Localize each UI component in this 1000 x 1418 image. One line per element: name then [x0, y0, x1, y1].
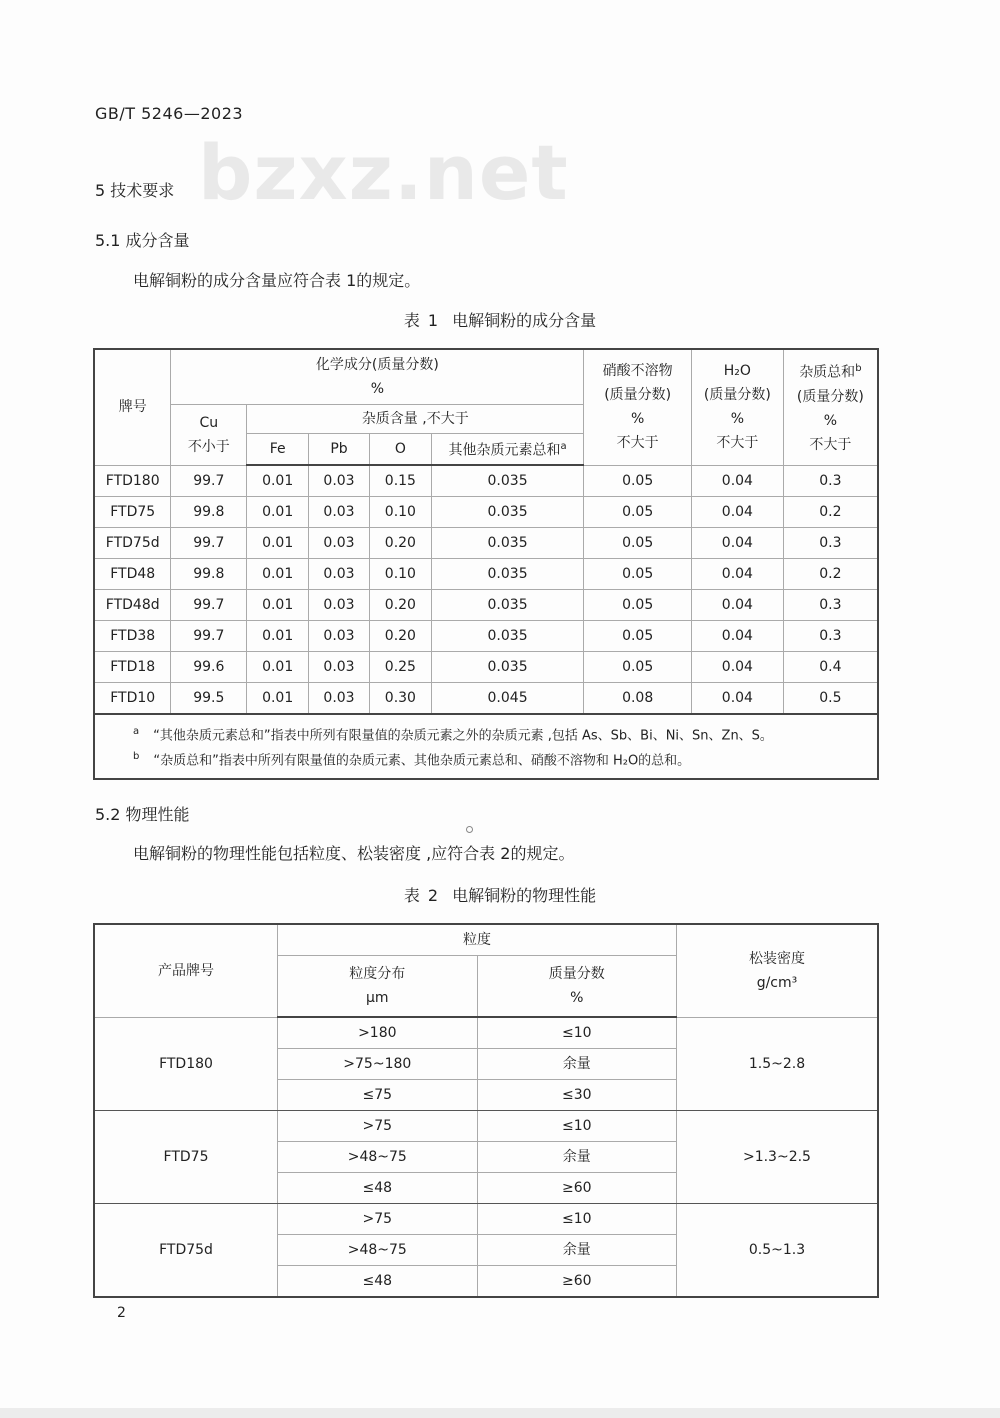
value-cell: 0.01 — [247, 465, 309, 497]
composition-table — [93, 348, 879, 780]
header-total — [783, 349, 878, 465]
grade-cell: FTD75 — [94, 497, 171, 528]
header-total-unit: % — [823, 413, 838, 430]
value-cell: 0.04 — [692, 528, 784, 559]
value-cell: 0.03 — [309, 465, 370, 497]
value-cell: 0.10 — [369, 497, 431, 528]
table1-caption — [0, 308, 1000, 331]
note-a-text: “其他杂质元素总和”指表中所列有限量值的杂质元素之外的杂质元素 ,包括 As、Sb、Bi、Ni、Sn、Zn、S。 — [153, 728, 773, 744]
table2-caption — [0, 883, 1000, 906]
t2-header-mass — [477, 956, 676, 1018]
value-cell: 0.3 — [783, 621, 878, 652]
value-cell: 0.05 — [584, 621, 692, 652]
value-cell: 99.5 — [171, 683, 247, 715]
table-row — [94, 1204, 878, 1235]
value-cell: 0.10 — [369, 559, 431, 590]
header-chem — [171, 349, 584, 405]
table2-caption-num: 2 — [427, 886, 439, 905]
value-cell: 0.03 — [309, 497, 370, 528]
note-a-mark: a — [133, 726, 140, 737]
physical-table-body — [94, 1017, 878, 1297]
value-cell: 0.04 — [692, 683, 784, 715]
size-dist-cell: ≤48 — [278, 1173, 478, 1204]
table1-caption-title: 电解铜粉的成分含量 — [452, 311, 597, 330]
value-cell: 0.5 — [783, 683, 878, 715]
table1-caption-label: 表 — [403, 311, 420, 330]
value-cell: 99.7 — [171, 621, 247, 652]
header-h2o-label: H₂O — [723, 363, 751, 380]
value-cell: 99.7 — [171, 590, 247, 621]
note-b-text: “杂质总和”指表中所列有限量值的杂质元素、其他杂质元素总和、硝酸不溶物和 H₂O的总和。 — [153, 753, 691, 769]
value-cell: 0.01 — [247, 683, 309, 715]
size-dist-cell: >75 — [278, 1111, 478, 1142]
footnote-b-mark: b — [855, 363, 862, 375]
mass-fraction-cell: ≥60 — [477, 1266, 676, 1298]
header-nitric-unit: % — [631, 411, 645, 428]
mass-fraction-cell: ≤10 — [477, 1204, 676, 1235]
header-nitric-label: 硝酸不溶物 — [602, 363, 673, 380]
table-row — [94, 621, 878, 652]
mass-fraction-cell: 余量 — [477, 1049, 676, 1080]
mass-fraction-cell: ≤10 — [477, 1111, 676, 1142]
table-row — [94, 683, 878, 715]
header-cu-note: 不小于 — [187, 438, 230, 455]
value-cell: 0.05 — [584, 465, 692, 497]
value-cell: 0.05 — [584, 559, 692, 590]
size-dist-cell: >75 — [278, 1204, 478, 1235]
note-b — [133, 746, 877, 771]
note-a — [133, 721, 877, 746]
header-o: O — [369, 434, 431, 466]
note-b-mark: b — [133, 751, 140, 763]
value-cell: 0.03 — [309, 590, 370, 621]
header-h2o-unit: % — [730, 411, 745, 428]
value-cell: 0.03 — [309, 621, 370, 652]
header-pb: Pb — [309, 434, 370, 466]
value-cell: 99.7 — [171, 465, 247, 497]
value-cell: 0.03 — [309, 652, 370, 683]
value-cell: 0.3 — [783, 528, 878, 559]
grade-cell: FTD180 — [94, 1017, 278, 1111]
value-cell: 0.30 — [369, 683, 431, 715]
header-total-sub: (质量分数) — [796, 389, 864, 406]
header-nitric — [584, 349, 692, 465]
value-cell: 0.05 — [584, 590, 692, 621]
table1-caption-num: 1 — [427, 311, 439, 330]
grade-cell: FTD48d — [94, 590, 171, 621]
value-cell: 0.3 — [783, 465, 878, 497]
value-cell: 0.035 — [431, 621, 584, 652]
value-cell: 0.035 — [431, 652, 584, 683]
value-cell: 0.01 — [247, 497, 309, 528]
composition-table-body — [94, 465, 878, 714]
value-cell: 99.7 — [171, 528, 247, 559]
value-cell: 99.6 — [171, 652, 247, 683]
density-cell: 1.5~2.8 — [676, 1017, 878, 1111]
value-cell: 0.04 — [692, 559, 784, 590]
table-row — [94, 590, 878, 621]
section-5-1-heading: 5.1 成分含量 — [95, 231, 190, 250]
t2-header-dist-unit: μm — [366, 990, 389, 1006]
t2-header-size: 粒度 — [278, 924, 677, 956]
t2-header-dist-label: 粒度分布 — [349, 966, 406, 982]
watermark: bzxz.net — [198, 128, 569, 217]
grade-cell: FTD38 — [94, 621, 171, 652]
value-cell: 0.05 — [584, 497, 692, 528]
value-cell: 0.03 — [309, 683, 370, 715]
header-other-text: 其他杂质元素总和 — [448, 442, 561, 459]
grade-cell: FTD180 — [94, 465, 171, 497]
value-cell: 0.01 — [247, 590, 309, 621]
section-5-heading: 5 技术要求 — [95, 181, 175, 200]
value-cell: 0.08 — [584, 683, 692, 715]
page-number: 2 — [117, 1305, 126, 1321]
header-cu — [171, 405, 247, 466]
value-cell: 0.04 — [692, 497, 784, 528]
mass-fraction-cell: ≤10 — [477, 1017, 676, 1049]
size-dist-cell: ≤48 — [278, 1266, 478, 1298]
mass-fraction-cell: ≥60 — [477, 1173, 676, 1204]
table2-caption-label: 表 — [403, 886, 420, 905]
standard-id: GB/T 5246—2023 — [95, 104, 244, 123]
section-5-2-text: 电解铜粉的物理性能包括粒度、松装密度 ,应符合表 2的规定。 — [133, 844, 575, 863]
header-h2o-note: 不大于 — [716, 435, 759, 452]
value-cell: 0.035 — [431, 590, 584, 621]
grade-cell: FTD75d — [94, 1204, 278, 1298]
value-cell: 0.05 — [584, 528, 692, 559]
value-cell: 0.035 — [431, 465, 584, 497]
header-h2o — [692, 349, 784, 465]
table1-notes — [94, 714, 878, 779]
value-cell: 0.04 — [692, 621, 784, 652]
stray-circle-mark — [466, 826, 473, 833]
value-cell: 0.3 — [783, 590, 878, 621]
section-5-2-heading: 5.2 物理性能 — [95, 805, 190, 824]
value-cell: 0.045 — [431, 683, 584, 715]
header-total-text: 杂质总和 — [799, 365, 856, 382]
value-cell: 0.2 — [783, 559, 878, 590]
mass-fraction-cell: 余量 — [477, 1142, 676, 1173]
header-grade: 牌号 — [94, 349, 171, 465]
header-h2o-sub: (质量分数) — [703, 387, 771, 404]
value-cell: 0.20 — [369, 528, 431, 559]
table2-caption-title: 电解铜粉的物理性能 — [452, 886, 597, 905]
section-5-1-text: 电解铜粉的成分含量应符合表 1的规定。 — [133, 271, 421, 290]
size-dist-cell: >48~75 — [278, 1235, 478, 1266]
value-cell: 0.01 — [247, 528, 309, 559]
footnote-a-mark: a — [560, 441, 567, 453]
size-dist-cell: ≤75 — [278, 1080, 478, 1111]
header-cu-label: Cu — [199, 414, 219, 431]
value-cell: 0.04 — [692, 652, 784, 683]
header-total-note: 不大于 — [809, 437, 852, 454]
table-row — [94, 559, 878, 590]
value-cell: 0.03 — [309, 559, 370, 590]
mass-fraction-cell: ≤30 — [477, 1080, 676, 1111]
table-row — [94, 528, 878, 559]
grade-cell: FTD48 — [94, 559, 171, 590]
header-nitric-note: 不大于 — [616, 435, 659, 452]
t2-header-density — [676, 924, 878, 1017]
value-cell: 0.01 — [247, 559, 309, 590]
size-dist-cell: >48~75 — [278, 1142, 478, 1173]
density-cell: 0.5~1.3 — [676, 1204, 878, 1298]
grade-cell: FTD75 — [94, 1111, 278, 1204]
t2-header-mass-label: 质量分数 — [548, 966, 605, 982]
header-other — [431, 434, 584, 466]
value-cell: 0.035 — [431, 528, 584, 559]
value-cell: 0.01 — [247, 621, 309, 652]
value-cell: 0.20 — [369, 621, 431, 652]
table-row — [94, 652, 878, 683]
grade-cell: FTD75d — [94, 528, 171, 559]
value-cell: 0.05 — [584, 652, 692, 683]
header-chem-label: 化学成分(质量分数) — [315, 357, 439, 373]
value-cell: 0.25 — [369, 652, 431, 683]
header-impurity: 杂质含量 ,不大于 — [247, 405, 584, 434]
value-cell: 0.20 — [369, 590, 431, 621]
value-cell: 0.035 — [431, 497, 584, 528]
grade-cell: FTD18 — [94, 652, 171, 683]
page-bottom-edge — [0, 1408, 1000, 1418]
t2-header-mass-unit: % — [570, 990, 584, 1006]
t2-header-density-unit: g/cm³ — [756, 974, 798, 991]
header-fe: Fe — [247, 434, 309, 466]
value-cell: 0.03 — [309, 528, 370, 559]
value-cell: 0.035 — [431, 559, 584, 590]
size-dist-cell: >180 — [278, 1017, 478, 1049]
table-row — [94, 465, 878, 497]
t2-header-grade: 产品牌号 — [94, 924, 278, 1017]
table-row — [94, 497, 878, 528]
density-cell: >1.3~2.5 — [676, 1111, 878, 1204]
header-total-label — [784, 357, 877, 385]
header-nitric-sub: (质量分数) — [604, 387, 672, 404]
value-cell: 0.01 — [247, 652, 309, 683]
table-row — [94, 1017, 878, 1049]
size-dist-cell: >75~180 — [278, 1049, 478, 1080]
value-cell: 0.2 — [783, 497, 878, 528]
physical-table — [93, 923, 879, 1298]
t2-header-density-label: 松装密度 — [748, 950, 805, 967]
value-cell: 99.8 — [171, 559, 247, 590]
value-cell: 99.8 — [171, 497, 247, 528]
header-chem-unit: % — [370, 381, 385, 397]
value-cell: 0.04 — [692, 590, 784, 621]
table-row — [94, 1111, 878, 1142]
value-cell: 0.4 — [783, 652, 878, 683]
grade-cell: FTD10 — [94, 683, 171, 715]
t2-header-dist — [278, 956, 478, 1018]
value-cell: 0.04 — [692, 465, 784, 497]
value-cell: 0.15 — [369, 465, 431, 497]
mass-fraction-cell: 余量 — [477, 1235, 676, 1266]
